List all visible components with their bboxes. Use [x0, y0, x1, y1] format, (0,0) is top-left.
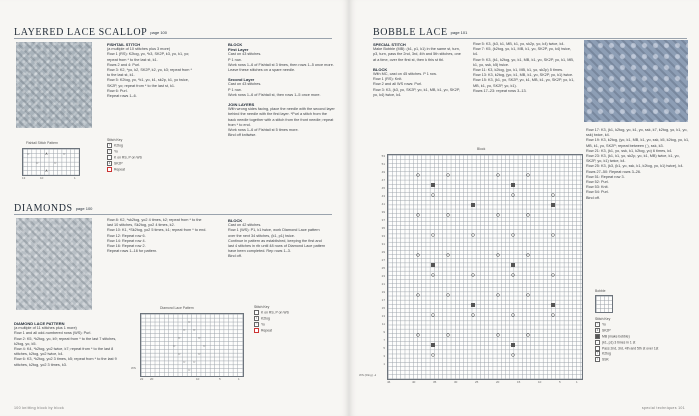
join-layers-heading: JOIN LAYERS — [228, 102, 255, 108]
column-number: 15 — [517, 380, 521, 384]
diamonds-block-instructions — [228, 218, 328, 260]
bobble-row-line: Row 19: K3, k2tog, (yo, k1, MB, k1, yo, ssk, k5, k2tog, yo, k1, MB, k1, yo, SK2P; repeat between ( ), ssk, k3. — [586, 138, 690, 148]
ws-label: WS (Ring) ⇥ — [359, 373, 377, 377]
scallop-stitch-key — [107, 138, 167, 172]
row-number: 17 — [381, 298, 385, 302]
sk2p-symbol: ∧ — [45, 168, 48, 173]
key-item: \ SSK — [595, 357, 665, 363]
pattern-line: Row 6: K3, *k2tog, yo2 3 times, k5; repeat from * to the last 9 stitches, k2tog, yo2 3 times, k3. — [14, 357, 117, 367]
row-number: 29 — [381, 250, 385, 254]
block-heading: BLOCK — [228, 218, 243, 223]
key-item: ⌒ Pass 2nd, 3rd, 4th and 5th st over 1st — [596, 345, 659, 350]
repeat-bracket-icon — [107, 167, 112, 172]
yo-symbol: ○ — [54, 160, 57, 165]
bobble-row-line: Row 23: K3, (k1, k1, yo, sk2p, yo, k1, MB) twice, k1, yo, SK2P, yo, k1) twice, k4. — [586, 154, 680, 164]
row-number: 47 — [381, 178, 385, 182]
join-line: Work rows 1–6 of Fishtail st 5 times more. — [228, 128, 299, 133]
k2tog-icon: / — [107, 143, 112, 148]
bobble-row-line: Row 25: K3, (k3, (k1, yo, ssk, k1, k2tog, yo, k1) twice), k4. — [586, 164, 684, 169]
row-number: 33 — [381, 234, 385, 238]
key-item: K on RS, P on WS — [254, 310, 314, 316]
bobble-lace-swatch-photo — [584, 40, 688, 122]
column-number: 20 — [496, 380, 500, 384]
bobble-row-line: Row 17: K3, (k1, k2tog, yo, k1, yo, ssk, k7, k2tog, yo, k1, yo, ssk) twice, k4. — [586, 128, 688, 138]
k2tog-icon: / — [254, 316, 259, 321]
first-layer-line: Leave these stitches on a spare needle. — [228, 68, 296, 73]
key-title: Stitch Key — [107, 138, 123, 142]
bobble-special-stitch — [373, 42, 461, 98]
right-page-footer: special techniques 101 — [641, 406, 685, 410]
bobble-row-line: Row 51: Repeat row 3. — [586, 174, 625, 179]
bobble-chart-row-numbers — [375, 154, 385, 378]
diamond-row-line: Repeat rows 1–16 for pattern. — [107, 249, 158, 254]
diamonds-swatch-photo — [16, 218, 92, 310]
key-item: ∧ SK2P — [596, 328, 611, 333]
yo-icon: ○ — [596, 322, 599, 327]
row-number: 21 — [381, 282, 385, 286]
key-item: · (k1, p1) 3 times in 1 st — [597, 339, 636, 345]
axis-label: 10 — [196, 377, 200, 381]
bobble-row-line: Row 21: K3, (k1, yo, ssk, k1, k2tog, yo) 6 times, k4. — [586, 148, 673, 153]
axis-label: 1 — [74, 176, 76, 180]
diamond-row-line: Row 10: K1, *Sk2tog, yo2 5 times, k1; repeat from * to end. — [107, 228, 207, 233]
knit-square-icon — [254, 310, 259, 315]
fishtail-heading: FISHTAIL STITCH — [107, 42, 141, 47]
increase-icon: · — [597, 339, 598, 344]
row-number: 1 — [383, 362, 385, 366]
bobble-row-line: Row 11: K3, k2tog, (yo, k1, MB, k1, yo, sk2p) 5 times. — [473, 68, 564, 73]
yo-symbol: ○ — [36, 160, 39, 165]
left-page — [0, 0, 349, 416]
bobble-row-line: Rows 27–50: Repeat rows 3–26. — [586, 169, 642, 174]
bobble-mini-chart — [595, 295, 613, 313]
row-number: 39 — [381, 210, 385, 214]
row-number: 45 — [381, 186, 385, 190]
second-layer-line: Cast on 43 stitches. — [228, 82, 262, 87]
right-page — [349, 0, 699, 416]
row-number: 9 — [383, 330, 385, 334]
bobble-icon — [595, 334, 600, 339]
row-number: 11 — [381, 322, 385, 326]
layered-lace-scallop-swatch-photo — [16, 42, 92, 128]
row-number: 43 — [381, 194, 385, 198]
key-item: Repeat — [254, 328, 314, 334]
pattern-line: Row 1 and all odd-numbered rows (WS): Purl. — [14, 331, 92, 336]
key-item: / K2tog — [254, 316, 314, 322]
left-page-footer: 100 knitting block by block — [14, 406, 65, 410]
key-item: ∧ SK2P — [108, 160, 123, 166]
key-title: Stitch Key — [595, 317, 611, 321]
row-number: 37 — [381, 218, 385, 222]
first-layer-line: P 1 row. — [228, 57, 242, 62]
ssk-icon: \ — [595, 357, 600, 362]
section-rule — [14, 38, 332, 39]
row-number: 53 — [381, 154, 385, 158]
bobble-rows-column-3 — [586, 128, 690, 201]
bobble-lace-chart — [387, 154, 583, 380]
column-number: 25 — [475, 380, 479, 384]
row-number: 31 — [381, 242, 385, 246]
k2tog-icon: / — [595, 351, 600, 356]
column-number: 35 — [433, 380, 437, 384]
yo-symbol: ○ — [27, 151, 30, 156]
section-rule — [14, 214, 332, 215]
yo-icon: ○ — [255, 322, 258, 326]
diamond-lace-chart — [140, 313, 244, 377]
bobble-chart-column-numbers — [387, 380, 581, 386]
block-line: Bind off. — [228, 254, 242, 259]
yo-symbol: ○ — [198, 351, 201, 356]
fishtail-line: Row 3: K2, *yo, k2, SK2P, k2, yo, k3; repeat from * to the last st, k1. — [107, 68, 192, 78]
bobble-row-line: Row 54: Purl. — [586, 190, 609, 195]
diamonds-row-instructions — [107, 218, 207, 254]
column-number: 30 — [454, 380, 458, 384]
row-number: 25 — [381, 266, 385, 270]
page-reference: page 100 — [75, 206, 93, 212]
pattern-line: (a multiple of 11 stitches plus 1 more) — [14, 326, 77, 331]
section-title-bobble-lace: BOBBLE LACE page 101 — [373, 27, 468, 38]
bobble-mini-chart-caption: Bobble — [595, 289, 606, 293]
sk2p-symbol: ∧ — [45, 151, 48, 156]
row-number: 15 — [381, 306, 385, 310]
axis-label: 10 — [40, 176, 44, 180]
axis-label: 13 — [22, 176, 26, 180]
column-number: 5 — [559, 380, 561, 384]
bobble-row-line: Row 52: Purl. — [586, 180, 609, 185]
bobble-row-line: Row 7: K5, (k2tog, yo, k1, MB, k1, yo, SK2P, yo, k4) twice, k4. — [473, 47, 572, 57]
diamond-row-line: Row 8: K2, *sk2tog, yo2 4 times, k2; repeat from * to the last 10 stitches, Sk2tog, yo2 4 times, k2. — [107, 218, 202, 228]
diamonds-stitch-key — [254, 305, 314, 334]
fishtail-line: Row 1 (RS): K2tog, yo, *k3, SK2P, k3, yo, k1, yo; repeat from * to the last st, k1. — [107, 52, 190, 62]
diamond-row-line: Row 12: Repeat row 6. — [107, 233, 146, 238]
axis-label: 22 — [140, 377, 144, 381]
row-number: 49 — [381, 170, 385, 174]
yo-icon: ○ — [108, 149, 111, 154]
block-line: Row 2 and all WS rows: Purl. — [373, 82, 423, 87]
fishtail-stitch-instructions — [107, 42, 195, 99]
key-item: Repeat — [107, 167, 167, 173]
column-number: 46 — [387, 380, 391, 384]
axis-label: 1 — [238, 377, 240, 381]
pass-over-icon: ⌒ — [596, 345, 600, 350]
diamond-row-line: Row 14: Repeat row 4. — [107, 238, 146, 243]
second-layer-line: Work rows 1–6 of Fishtail st, then rows 1–5 once more. — [228, 92, 321, 97]
column-number: 40 — [412, 380, 416, 384]
key-item: ○ Yo — [108, 149, 118, 154]
row-number: 7 — [383, 338, 385, 342]
page-reference: page 100 — [150, 30, 167, 36]
sk2p-icon: ∧ — [108, 160, 111, 165]
block-heading: BLOCK — [228, 42, 243, 47]
yo-symbol: ○ — [63, 151, 66, 156]
knit-square-icon — [107, 155, 112, 160]
bobble-row-line: Bind off. — [586, 195, 600, 200]
bobble-row-line: Rows 17–23: repeat rows 3–13. — [473, 88, 527, 93]
diamond-lace-pattern-instructions — [14, 321, 122, 368]
first-layer-line: Work rows 1–6 of Fishtail st 3 times, then rows 1–5 once more. — [228, 62, 334, 67]
diamond-row-line: Row 16: Repeat row 2. — [107, 244, 146, 249]
section-title-diamonds: DIAMONDS page 100 — [14, 203, 93, 214]
key-item: / K2tog — [595, 351, 665, 357]
bobble-row-line: Row 15: K3, (k1, yo, SK2P, yo, k1, MB, k1, yo, SK2P, yo, k1, MB, k1, yo, SK2P, yo, k1). — [473, 78, 575, 88]
pattern-line: Row 2: K5, *k2tog, yo, k9; repeat from * to the last 7 stitches, k2tog, yo, k5. — [14, 336, 117, 346]
key-item: ○ Yo — [255, 322, 265, 327]
key-item: K on RS, P on WS — [107, 155, 167, 161]
column-number: 10 — [538, 380, 542, 384]
yo-symbol: ○ — [193, 327, 196, 332]
diamond-lace-pattern-heading: DIAMOND LACE PATTERN — [14, 321, 65, 326]
bobble-row-line: Row 5: K3, (k3, k1, MB, k1, yo, sk2p, yo, k4) twice, k4. — [473, 42, 565, 46]
fishtail-line: Rows 2 and 4: Purl. — [107, 62, 141, 67]
sk2p-icon: ∧ — [596, 328, 599, 333]
bobble-row-line: Row 9: K3, (k1, k2tog, yo, k1, MB, k1, yo, SK2P, yo, k1, MB, k1, yo, ssk, k5) twice. — [473, 57, 575, 67]
bobble-rows-column — [473, 42, 577, 94]
key-item: / K2tog — [107, 143, 167, 149]
row-number: 3 — [383, 354, 385, 358]
block-line: Continue in pattern as established, keeping the first and last 4 stitches in rib until 48 rows of Diamond Lace pattern have been completed. Rep rows 1–3. — [228, 238, 326, 254]
yo-symbol: ○ — [193, 359, 196, 364]
block-line: Row 3: K3, (k3, yo, SK2P, yo, k1, MB, k1, yo, SK2P, yo, k4) twice, k4. — [373, 87, 461, 97]
bobble-chart-caption: Block — [477, 147, 486, 151]
join-line: With wrong sides facing, place the needle with the second layer behind the needle with the first layer. *Purl a stitch from the back needle together with a stitch from the front needle; repeat from * to end. — [228, 107, 335, 127]
bobble-row-line: Row 53: Knit. — [586, 185, 609, 190]
scallop-block-instructions — [228, 42, 336, 138]
repeat-bracket-icon — [254, 328, 259, 333]
block-line: Row 1 (RS): Knit. — [373, 77, 403, 82]
fishtail-line: (a multiple of 10 stitches plus 3 more) — [107, 47, 171, 52]
yo-symbol: ○ — [203, 343, 206, 348]
row-number: 41 — [381, 202, 385, 206]
key-item: ○ Yo — [596, 322, 606, 327]
second-layer-line: P 1 row. — [228, 87, 242, 92]
special-stitch-heading: SPECIAL STITCH — [373, 42, 406, 47]
pattern-line: Row 4: K4, *k2tog, yo2 twice, k7; repeat from * to the last 8 stitches, k2tog, yo2 twice, k4. — [14, 347, 114, 357]
fishtail-line: Repeat rows 1–6. — [107, 94, 137, 99]
section-title-layered-lace-scallop: LAYERED LACE SCALLOP page 100 — [14, 27, 167, 38]
first-layer-line: Cast on 43 stitches. — [228, 52, 262, 57]
yo-symbol: ○ — [178, 351, 181, 356]
block-line: Row 1 (WS): P1, k1 twice, work Diamond Lace pattern over the next 34 stitches, (k1, p1) twice. — [228, 228, 320, 238]
yo-symbol: ○ — [188, 319, 191, 324]
yo-symbol: ○ — [173, 343, 176, 348]
column-number: 1 — [576, 380, 578, 384]
row-number: 23 — [381, 274, 385, 278]
yo-symbol: ○ — [178, 335, 181, 340]
section-rule — [373, 38, 687, 39]
second-layer-heading: Second Layer — [228, 77, 255, 83]
block-heading: BLOCK — [373, 66, 388, 72]
fishtail-line: Row 6: Purl. — [107, 88, 128, 93]
special-stitch-line: Make Bobble (MB): (k1, p1, k1) in the same st, turn, p3, turn, pass the 2nd, 3rd, 4th and 5th stitches, one at a time, over the first st, then k this st tbl. — [373, 47, 461, 62]
yo-symbol: ○ — [188, 367, 191, 372]
bobble-chart-symbols — [388, 155, 582, 379]
join-line: Bind off knitwise. — [228, 133, 257, 138]
row-number: 13 — [381, 314, 385, 318]
axis-label: 20 — [150, 377, 154, 381]
yo-symbol: ○ — [183, 359, 186, 364]
row-number: 5 — [383, 346, 385, 350]
first-layer-heading: First Layer — [228, 47, 249, 53]
fishtail-line: Row 5: K2tog, yo, *k1, yo, k1, sk2p, k1, yo twice, SK2P, yo; repeat from * to the last st, k1. — [107, 78, 189, 88]
fishtail-stitch-chart — [22, 148, 80, 176]
block-line: With MC, cast on 45 stitches. P 1 row. — [373, 72, 437, 77]
bobble-stitch-key — [595, 317, 665, 363]
yo-symbol: ○ — [183, 327, 186, 332]
axis-label: 5 — [219, 377, 221, 381]
key-item: MB (make bobble) — [595, 334, 665, 340]
ws-label: WS — [131, 366, 136, 370]
key-title: Stitch Key — [254, 305, 270, 309]
bobble-row-line: Row 13: K3, k2tog, (yo, k1, MB, k1, yo, SK2P, yo, k1) twice. — [473, 73, 574, 78]
row-number: 35 — [381, 226, 385, 230]
yo-symbol: ○ — [198, 335, 201, 340]
row-number: 19 — [381, 290, 385, 294]
diamond-chart-caption: Diamond Lace Pattern — [160, 306, 194, 310]
block-line: Cast on 42 stitches. — [228, 223, 262, 228]
row-number: 27 — [381, 258, 385, 262]
row-number: 51 — [381, 162, 385, 166]
fishtail-chart-caption: Fishtail Stitch Pattern — [26, 141, 59, 145]
page-reference: page 101 — [450, 30, 468, 36]
